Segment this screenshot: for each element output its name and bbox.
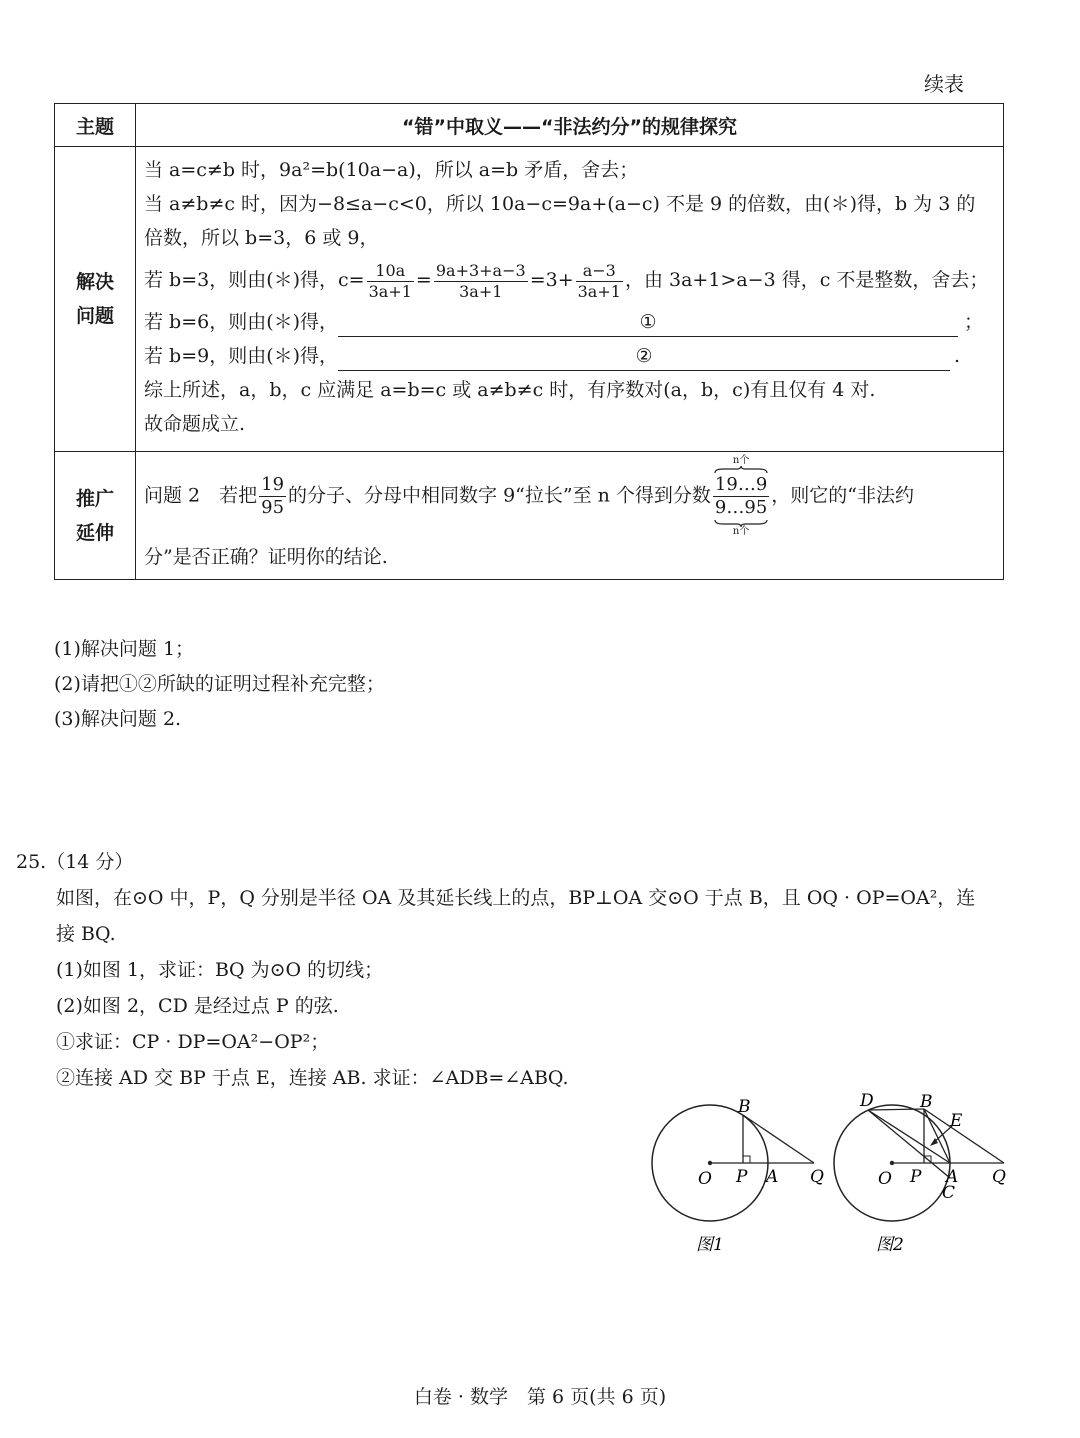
fraction-3-den: 3a+1: [577, 281, 621, 301]
line6-end: .: [954, 345, 961, 367]
solve-line-3: 倍数，所以 b=3，6 或 9，: [144, 227, 379, 249]
line4-mid: =3+: [529, 269, 574, 291]
blank-1[interactable]: ①: [338, 310, 958, 337]
line6-pre: 若 b=9，则由(＊)得，: [144, 345, 339, 367]
small-fraction-num: 19: [261, 474, 285, 495]
top-brace-label: n个: [732, 455, 750, 466]
solve-label: [55, 147, 136, 452]
label-P-fig1: P: [736, 1167, 748, 1187]
extend-pre: 问题 2 若把: [144, 484, 258, 507]
fraction-1-num: 10a: [367, 261, 414, 282]
solve-line-1: 当 a=c≠b 时，9a²=b(10a−a)，所以 a=b 矛盾，舍去；: [144, 159, 639, 181]
table-title: “错”中取义——“非法约分”的规律探究: [136, 104, 1004, 147]
extend-line-2: 分”是否正确？证明你的结论.: [144, 546, 388, 568]
solve-line-2: 当 a≠b≠c 时，因为−8≤a−c<0，所以 10a−c=9a+(a−c) 不是 9 的倍数，由(＊)得，b 为 3 的: [144, 193, 976, 215]
label-A-fig1: A: [766, 1167, 779, 1187]
stretched-fraction: [713, 456, 769, 537]
solve-label-1: 解决: [75, 271, 114, 293]
q25-line-1: 如图，在⊙O 中，P，Q 分别是半径 OA 及其延长线上的点，BP⊥OA 交⊙O 于点 B，且 OQ · OP=OA²，连: [56, 887, 976, 909]
sub-question-1: (1)解决问题 1；: [54, 638, 195, 660]
extend-mid: 的分子、分母中相同数字 9“拉长”至 n 个得到分数: [288, 484, 711, 507]
line4-pre: 若 b=3，则由(＊)得，c=: [144, 269, 365, 291]
figure-2: [834, 1091, 1006, 1255]
label-B-fig2: B: [920, 1092, 933, 1112]
sub-questions: [54, 632, 385, 737]
fraction-3-num: a−3: [576, 261, 623, 282]
fraction-1: [367, 261, 414, 302]
label-D-fig2: D: [860, 1091, 874, 1111]
q25-line-6: ②连接 AD 交 BP 于点 E，连接 AB. 求证：∠ADB=∠ABQ.: [56, 1067, 569, 1089]
fig1-caption: 图1: [696, 1235, 724, 1255]
fraction-3: [576, 261, 623, 302]
question-25: [16, 844, 1016, 1096]
page-footer: 白卷 · 数学 第 6 页(共 6 页): [413, 1386, 667, 1408]
extend-label: [55, 452, 136, 580]
solve-content: [136, 147, 1004, 452]
top-brace-icon: [713, 466, 769, 474]
q25-line-2: 接 BQ.: [56, 923, 116, 945]
line5-end: ；: [964, 311, 984, 333]
geometry-figures: [640, 1090, 1020, 1260]
solve-line-6: [144, 339, 995, 373]
extend-post: ，则它的“非法约: [771, 484, 914, 507]
small-fraction-den: 95: [261, 497, 285, 518]
label-O-fig2: O: [878, 1169, 892, 1189]
solve-line-7: 综上所述，a，b，c 应满足 a=b=c 或 a≠b≠c 时，有序数对(a，b，c)有且仅有 4 对.: [144, 379, 876, 401]
q25-number: 25.（14 分）: [16, 851, 134, 873]
label-A-fig2: A: [946, 1167, 959, 1187]
solve-line-4: 若 b=3，则由(＊)得，c= $\frac{10a}{3a+1}$ = $\frac{9a+3+a-3}{3a+1}$ =3+ $\frac{a-3}{3a+1}$ ，由 3a+1>a−3 得，c 不是整数，舍去；: [144, 260, 989, 301]
label-E-fig2: E: [950, 1111, 963, 1131]
solve-line-8: 故命题成立.: [144, 413, 246, 435]
extend-label-1: 推广: [75, 487, 114, 510]
stretched-fraction-den: 9…95: [714, 497, 768, 518]
continued-label: 续表: [924, 72, 964, 96]
fraction-2-num: 9a+3+a−3: [435, 260, 526, 280]
extend-line-1: [144, 456, 995, 537]
blank-2[interactable]: ②: [338, 344, 950, 371]
extend-content: [136, 452, 1004, 580]
label-Q-fig1: Q: [810, 1167, 824, 1187]
stretched-fraction-num: 19…9: [714, 474, 768, 495]
solve-label-2: 问题: [75, 305, 114, 327]
fig2-caption: 图2: [876, 1235, 904, 1255]
header-left-cell: 主题: [55, 104, 136, 147]
line4-post: ，由 3a+1>a−3 得，c 不是整数，舍去；: [624, 269, 989, 291]
sub-question-3: (3)解决问题 2.: [54, 708, 182, 730]
fraction-1-den: 3a+1: [368, 281, 412, 301]
figure-1: [652, 1097, 824, 1255]
label-P-fig2: P: [910, 1167, 922, 1187]
sub-question-2: (2)请把①②所缺的证明过程补充完整；: [54, 673, 385, 695]
fraction-2-den: 3a+1: [459, 281, 503, 301]
q25-line-4: (2)如图 2，CD 是经过点 P 的弦.: [56, 995, 339, 1017]
label-B-fig1: B: [738, 1097, 751, 1117]
extend-label-2: 延伸: [75, 521, 114, 544]
fraction-2: [434, 261, 528, 302]
small-fraction: [259, 474, 286, 519]
label-C-fig2: C: [942, 1183, 956, 1203]
exploration-table: [54, 103, 1004, 580]
q25-line-5: ①求证：CP · DP=OA²−OP²；: [56, 1031, 330, 1053]
q25-line-3: (1)如图 1，求证：BQ 为⊙O 的切线；: [56, 959, 384, 981]
label-Q-fig2: Q: [992, 1167, 1006, 1187]
bottom-brace-label: n个: [732, 526, 750, 537]
label-O-fig1: O: [698, 1169, 712, 1189]
solve-line-5: [144, 305, 995, 339]
line5-pre: 若 b=6，则由(＊)得，: [144, 311, 339, 333]
